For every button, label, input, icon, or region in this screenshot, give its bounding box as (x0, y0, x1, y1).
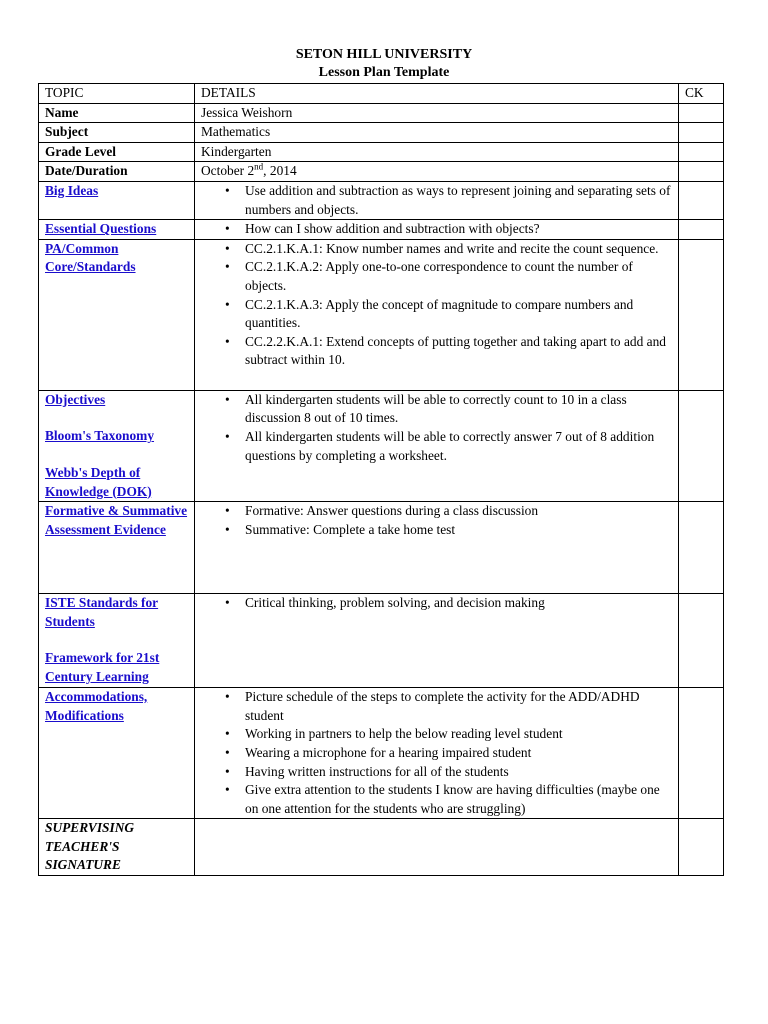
value-date-duration (195, 162, 679, 182)
label-signature: SUPERVISING TEACHER'S SIGNATURE (39, 819, 195, 876)
ck-cell (679, 239, 724, 390)
value-name: Jessica Weishorn (195, 103, 679, 123)
label-cell-big-ideas (39, 181, 195, 219)
iste-standards-link[interactable]: ISTE Standards for Students (45, 595, 159, 629)
row-objectives (39, 390, 724, 501)
university-name: SETON HILL UNIVERSITY (295, 47, 473, 62)
details-objectives (195, 390, 679, 501)
list-item: • Summative: Complete a take home test (201, 521, 672, 540)
standards-link[interactable]: PA/Common Core/Standards (45, 240, 136, 275)
table-header-row (39, 84, 724, 104)
header-topic: TOPIC (39, 84, 195, 104)
list-item: • Picture schedule of the steps to complete the activity for the ADD/ADHD student (201, 688, 672, 725)
webbs-dok-link[interactable]: Webb's Depth of Knowledge (DOK) (45, 464, 152, 499)
label-cell-objectives (39, 390, 195, 501)
details-big-ideas (195, 181, 679, 219)
row-signature (39, 819, 724, 876)
value-grade-level: Kindergarten (195, 142, 679, 162)
details-accommodations (195, 688, 679, 819)
list-item: • Formative: Answer questions during a class discussion (201, 502, 672, 521)
list-item: • All kindergarten students will be able to correctly count to 10 in a class discussion 8 out of 10 times. (201, 391, 672, 428)
assessment-list (201, 502, 672, 539)
ck-cell (679, 819, 724, 876)
list-item: • Give extra attention to the students I know are having difficulties (maybe one on one attention for the students who are struggling) (201, 781, 672, 818)
signature-field[interactable] (195, 819, 679, 876)
details-standards (195, 239, 679, 390)
label-date-duration: Date/Duration (39, 162, 195, 182)
list-item: • Working in partners to help the below reading level student (201, 725, 672, 744)
list-item: • CC.2.2.K.A.1: Extend concepts of putting together and taking apart to add and subtract within 10. (201, 333, 672, 370)
date-ordinal: nd (254, 161, 264, 172)
date-prefix: October 2 (201, 163, 255, 179)
big-ideas-list (201, 182, 672, 219)
value-subject: Mathematics (195, 123, 679, 143)
ck-cell (679, 123, 724, 143)
list-item: • Having written instructions for all of the students (201, 763, 672, 782)
essential-questions-list (201, 220, 672, 239)
lesson-plan-table (38, 83, 724, 876)
ck-cell (679, 142, 724, 162)
list-item: • Critical thinking, problem solving, and decision making (201, 594, 672, 613)
ck-cell (679, 688, 724, 819)
list-item: • CC.2.1.K.A.2: Apply one-to-one correspondence to count the number of objects. (201, 258, 672, 295)
label-cell-assessment (39, 502, 195, 594)
ck-cell (679, 502, 724, 594)
label-name: Name (39, 103, 195, 123)
standards-list (201, 240, 672, 370)
document-title: Lesson Plan Template (318, 65, 450, 80)
label-subject: Subject (39, 123, 195, 143)
details-iste (195, 594, 679, 688)
list-item: • CC.2.1.K.A.3: Apply the concept of magnitude to compare numbers and quantities. (201, 296, 672, 333)
date-year: , 2014 (263, 163, 297, 179)
spacer (45, 446, 188, 464)
row-date-duration (39, 162, 724, 182)
ck-cell (679, 181, 724, 219)
row-grade-level (39, 142, 724, 162)
accommodations-list (201, 688, 672, 818)
list-item: • How can I show addition and subtraction with objects? (201, 220, 672, 239)
accommodations-link[interactable]: Accommodations, Modifications (45, 689, 148, 723)
assessment-link[interactable]: Formative & Summative Assessment Evidence (45, 503, 188, 537)
row-name (39, 103, 724, 123)
label-cell-iste (39, 594, 195, 688)
ck-cell (679, 103, 724, 123)
spacer (45, 631, 188, 649)
document-header (0, 46, 768, 82)
header-details: DETAILS (195, 84, 679, 104)
label-grade-level: Grade Level (39, 142, 195, 162)
row-subject (39, 123, 724, 143)
row-accommodations (39, 688, 724, 819)
row-iste-standards (39, 594, 724, 688)
label-cell-accommodations (39, 688, 195, 819)
spacer (45, 409, 188, 427)
list-item: • CC.2.1.K.A.1: Know number names and write and recite the count sequence. (201, 240, 672, 259)
row-essential-questions (39, 220, 724, 240)
big-ideas-link[interactable]: Big Ideas (45, 182, 99, 198)
details-assessment (195, 502, 679, 594)
row-standards (39, 239, 724, 390)
label-cell-standards (39, 239, 195, 390)
list-item: • Wearing a microphone for a hearing impaired student (201, 744, 672, 763)
essential-questions-link[interactable]: Essential Questions (45, 221, 157, 237)
ck-cell (679, 390, 724, 501)
ck-cell (679, 594, 724, 688)
details-essential-questions (195, 220, 679, 240)
ck-cell (679, 162, 724, 182)
objectives-list (201, 391, 672, 465)
ck-cell (679, 220, 724, 240)
label-cell-essential-questions (39, 220, 195, 240)
objectives-link[interactable]: Objectives (45, 391, 106, 407)
framework-21st-century-link[interactable]: Framework for 21st Century Learning (45, 650, 160, 684)
list-item: • Use addition and subtraction as ways to represent joining and separating sets of numbers and objects. (201, 182, 672, 219)
blooms-taxonomy-link[interactable]: Bloom's Taxonomy (45, 428, 155, 444)
header-ck: CK (679, 84, 724, 104)
list-item: • All kindergarten students will be able to correctly answer 7 out of 8 addition questions by completing a worksheet. (201, 428, 672, 465)
row-assessment (39, 502, 724, 594)
iste-list (201, 594, 672, 613)
row-big-ideas (39, 181, 724, 219)
